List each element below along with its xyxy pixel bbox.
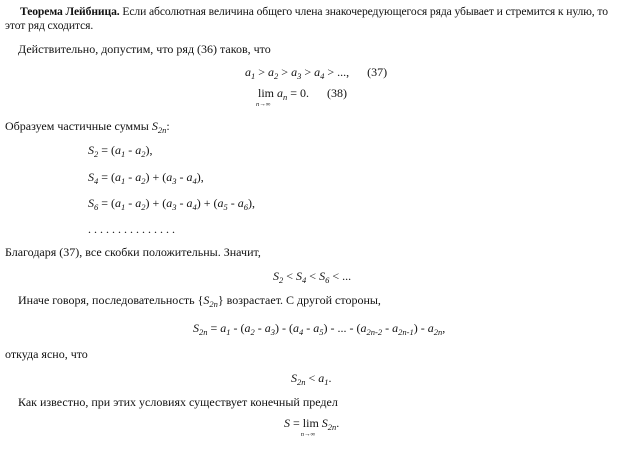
theorem-body: Если абсолютная величина общего члена знакочередующегося ряда убывает и стремится к нулю, то этот [5, 5, 608, 32]
equation-38 [256, 86, 348, 108]
math-sub: 2 [279, 275, 284, 285]
math-var: a [115, 170, 122, 184]
math-text: - [254, 321, 265, 335]
math-text: ), [145, 143, 153, 157]
formula-s2 [88, 143, 153, 157]
math-var: S [291, 371, 297, 385]
math-sub: 2n [199, 327, 208, 337]
math-text: ) + ( [196, 196, 218, 210]
math-var: S [88, 143, 94, 157]
math-sub: 2n [209, 299, 218, 309]
math-var: a [360, 321, 367, 335]
math-text: - [125, 196, 136, 210]
math-sub: 5 [223, 202, 228, 212]
math-text: < [306, 269, 320, 283]
math-text: - [176, 196, 187, 210]
math-var: a [291, 65, 298, 79]
math-var: a [314, 65, 321, 79]
math-text: = ( [98, 170, 116, 184]
math-text: > [278, 65, 292, 79]
math-text: ) - ... - ( [323, 321, 361, 335]
math-var: a [427, 321, 434, 335]
math-text: - [125, 170, 136, 184]
math-sub: 2n [297, 377, 306, 387]
math-text: ), [196, 170, 204, 184]
math-sub: 4 [299, 327, 304, 337]
math-text: - [227, 196, 238, 210]
equation-number: (38) [327, 86, 348, 100]
math-text: , [442, 321, 446, 335]
math-sub: 4 [302, 275, 307, 285]
math-var: a [186, 196, 193, 210]
math-sub: n [283, 92, 288, 102]
math-var: S [319, 269, 326, 283]
math-text: - ( [230, 321, 245, 335]
math-sub: 6 [243, 202, 249, 212]
math-var: a [268, 65, 275, 79]
formula-s2n [193, 321, 445, 335]
math-text: = 0. [287, 86, 310, 100]
math-text: = [207, 321, 221, 335]
math-var: S [284, 416, 290, 430]
math-sub: 1 [324, 377, 329, 387]
text: : [166, 119, 170, 133]
math-text: = ( [98, 196, 116, 210]
math-sub: 1 [121, 202, 126, 212]
math-text: ) - [413, 321, 428, 335]
math-var: a [115, 143, 122, 157]
limit-operator: lim n→∞ [303, 416, 319, 430]
math-var: S [321, 416, 328, 430]
math-sub: 1 [121, 149, 126, 159]
math-var: a [277, 86, 284, 100]
math-var: a [135, 143, 142, 157]
math-sub: 1 [226, 327, 231, 337]
theorem-title: Теорема Лейбница. [20, 5, 120, 18]
paragraph-4 [18, 293, 381, 307]
math-text: ), [248, 196, 256, 210]
math-var: a [217, 196, 224, 210]
paragraph-5: откуда ясно, что [5, 347, 88, 361]
math-var: a [135, 170, 142, 184]
math-sub: 2 [250, 327, 255, 337]
math-var: S [296, 269, 303, 283]
math-var: a [237, 196, 244, 210]
math-sub: 2n [157, 125, 167, 135]
math-sub: 3 [172, 202, 177, 212]
text: Иначе говоря, последовательность { [18, 293, 204, 307]
equation-37 [245, 65, 387, 79]
math-var: a [318, 371, 325, 385]
paragraph-3: Благодаря (37), все скобки положительны. Значит, [5, 245, 261, 259]
math-text: = [290, 416, 303, 430]
theorem-paragraph [5, 5, 617, 33]
math-text: < [283, 269, 297, 283]
math-var: a [264, 321, 271, 335]
math-var: S [193, 321, 199, 335]
math-sub: 3 [297, 71, 302, 81]
math-text: . . . . . . . . . . . . . . . [88, 222, 175, 236]
math-sub: 2 [141, 202, 146, 212]
math-var: a [166, 196, 173, 210]
math-var: a [220, 321, 227, 335]
math-var: a [186, 170, 193, 184]
math-text: = ( [98, 143, 116, 157]
math-text: < ... [329, 269, 352, 283]
math-var: a [135, 196, 142, 210]
math-text: > ..., [324, 65, 350, 79]
math-sub: 6 [325, 275, 330, 285]
formula-chain [273, 269, 351, 283]
math-text: - [125, 143, 136, 157]
math-sub: 3 [270, 327, 276, 337]
paragraph-2 [5, 119, 170, 133]
math-var: S [88, 196, 94, 210]
math-text: > [301, 65, 315, 79]
math-var: a [245, 65, 251, 79]
math-sub: 2 [141, 176, 146, 186]
math-text: > [255, 65, 269, 79]
math-sub: 2 [274, 71, 279, 81]
math-var: S [203, 293, 210, 307]
limit-operator: lim n→∞ [258, 86, 274, 100]
math-text: - [303, 321, 314, 335]
formula-dots [88, 222, 175, 236]
math-var: S [88, 170, 94, 184]
math-text: - [382, 321, 393, 335]
theorem-continuation: ряд сходится. [28, 19, 94, 32]
math-text: ) + ( [145, 170, 167, 184]
limit-subscript: n→∞ [300, 431, 316, 438]
math-sub: 4 [94, 176, 99, 186]
math-sub: 2n [327, 422, 337, 432]
math-text: - [176, 170, 187, 184]
text: Образуем частичные суммы [5, 119, 152, 133]
formula-s4 [88, 170, 204, 184]
math-sub: 3 [172, 176, 177, 186]
math-sub: 4 [192, 202, 197, 212]
math-sub: 2n-2 [366, 327, 383, 337]
math-text: . [336, 416, 340, 430]
paragraph-1: Действительно, допустим, что ряд (36) таков, что [18, 42, 271, 56]
math-sub: 2n [433, 327, 443, 337]
math-var: S [273, 269, 279, 283]
math-var: a [115, 196, 122, 210]
limit-subscript: n→∞ [256, 101, 271, 108]
math-sub: 4 [320, 71, 325, 81]
math-var: a [244, 321, 251, 335]
text: } возрастает. С другой стороны, [217, 293, 381, 307]
math-sub: 2 [141, 149, 146, 159]
math-sub: 1 [121, 176, 126, 186]
equation-number: (37) [367, 65, 388, 79]
math-sub: 4 [192, 176, 197, 186]
math-var: a [166, 170, 173, 184]
math-text: ) - ( [275, 321, 294, 335]
formula-limit [284, 416, 340, 438]
math-sub: 1 [251, 71, 256, 81]
math-sub: 6 [94, 202, 99, 212]
formula-bound [291, 371, 332, 385]
paragraph-6: Как известно, при этих условиях существует конечный предел [18, 395, 338, 409]
math-var: a [392, 321, 399, 335]
math-text: . [328, 371, 332, 385]
formula-s6 [88, 196, 255, 210]
math-sub: 2n-1 [398, 327, 414, 337]
math-var: a [313, 321, 320, 335]
math-sub: 2 [94, 149, 99, 159]
math-var: S [151, 119, 158, 133]
math-text: < [305, 371, 319, 385]
math-var: a [293, 321, 300, 335]
math-sub: 5 [319, 327, 324, 337]
math-text: ) + ( [145, 196, 167, 210]
